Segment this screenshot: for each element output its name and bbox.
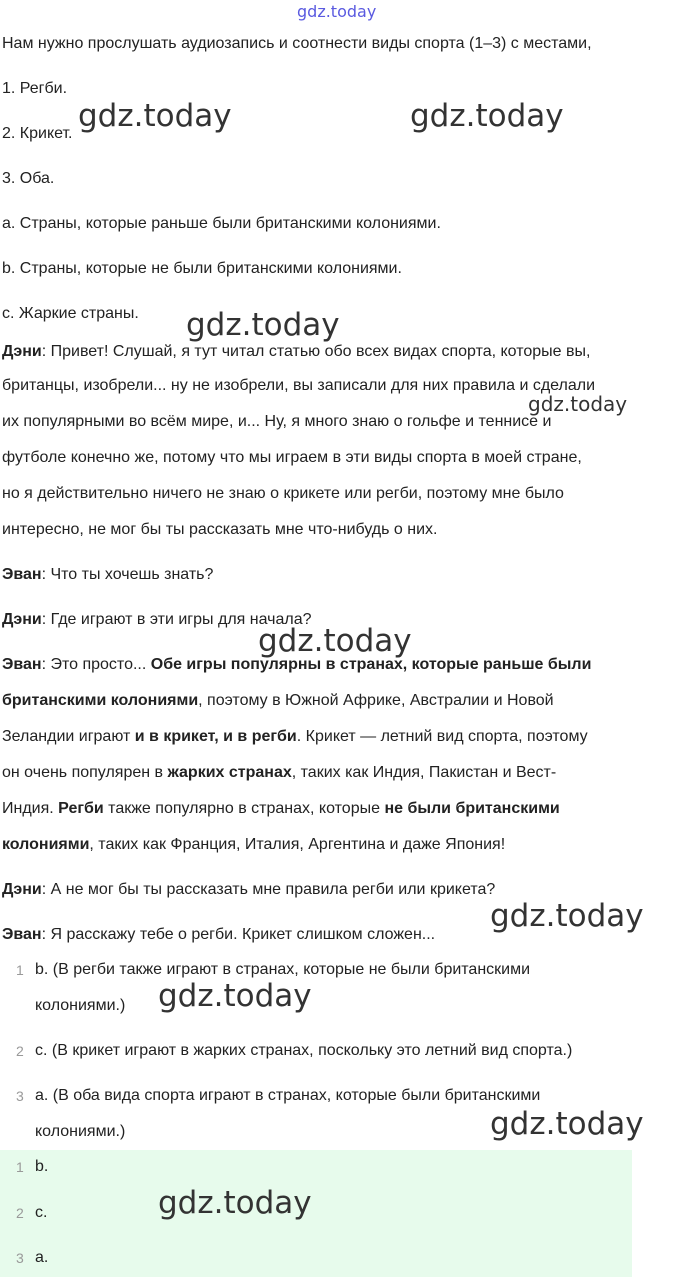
task-item: 2. Крикет. (2, 125, 73, 142)
list-number: 1 (16, 962, 24, 978)
speaker-dani: Дэни (2, 343, 42, 360)
task-item: 3. Оба. (2, 170, 55, 187)
list-number: 3 (16, 1088, 24, 1104)
watermark: gdz.today (158, 978, 312, 1014)
watermark: gdz.today (490, 1106, 644, 1142)
speaker-evan: Эван (2, 926, 42, 943)
dialogue-line: британцы, изобрели... ну не изобрели, вы записали для них правила и сделали (2, 377, 596, 394)
answer-number: 1 (16, 1159, 24, 1175)
dialogue-line: колониями, таких как Франция, Италия, Аргентина и даже Япония! (2, 836, 506, 853)
answer-number: 3 (16, 1250, 24, 1266)
task-intro: Нам нужно прослушать аудиозапись и соотнести виды спорта (1–3) с местами, (2, 35, 592, 52)
answer-block (0, 1150, 632, 1277)
watermark: gdz.today (258, 623, 412, 659)
explanation-line: колониями.) (35, 1123, 126, 1140)
dialogue-line: Зеландии играют и в крикет, и в регби. Крикет — летний вид спорта, поэтому (2, 728, 588, 745)
answer-value: b. (35, 1158, 49, 1175)
dialogue-line: Эван: Это просто... Обе игры популярны в странах, которые раньше были (2, 656, 592, 673)
watermark: gdz.today (158, 1185, 312, 1221)
watermark: gdz.today (410, 98, 564, 134)
dialogue-line: интересно, не мог бы ты рассказать мне что-нибудь о них. (2, 521, 438, 538)
speaker-evan: Эван (2, 656, 42, 673)
task-option: b. Страны, которые не были британскими колониями. (2, 260, 402, 277)
dialogue-line: Дэни: Где играют в эти игры для начала? (2, 611, 312, 628)
dialogue-line: их популярными во всём мире, и... Ну, я много знаю о гольфе и теннисе и (2, 413, 552, 430)
dialogue-line: британскими колониями, поэтому в Южной Африке, Австралии и Новой (2, 692, 554, 709)
explanation-line: a. (В оба вида спорта играют в странах, которые были британскими (35, 1087, 541, 1104)
dialogue-line: Эван: Что ты хочешь знать? (2, 566, 214, 583)
dialogue-line: Дэни: Привет! Слушай, я тут читал статью обо всех видах спорта, которые вы, (2, 343, 591, 360)
answer-value: c. (35, 1204, 48, 1221)
task-option: c. Жаркие страны. (2, 305, 139, 322)
watermark: gdz.today (528, 392, 628, 416)
answer-value: a. (35, 1249, 49, 1266)
watermark-top: gdz.today (297, 2, 377, 21)
watermark: gdz.today (186, 307, 340, 343)
speaker-dani: Дэни (2, 611, 42, 628)
dialogue-line: футболе конечно же, потому что мы играем в эти виды спорта в моей стране, (2, 449, 582, 466)
task-item: 1. Регби. (2, 80, 68, 97)
dialogue-line: Эван: Я расскажу тебе о регби. Крикет слишком сложен... (2, 926, 436, 943)
watermark: gdz.today (490, 898, 644, 934)
dialogue-line: Индия. Регби также популярно в странах, которые не были британскими (2, 800, 560, 817)
dialogue-line: он очень популярен в жарких странах, таких как Индия, Пакистан и Вест- (2, 764, 557, 781)
dialogue-line: Дэни: А не мог бы ты рассказать мне правила регби или крикета? (2, 881, 496, 898)
task-option: a. Страны, которые раньше были британскими колониями. (2, 215, 441, 232)
explanation-line: b. (В регби также играют в странах, которые не были британскими (35, 961, 531, 978)
explanation-line: c. (В крикет играют в жарких странах, поскольку это летний вид спорта.) (35, 1042, 573, 1059)
explanation-line: колониями.) (35, 997, 126, 1014)
dialogue-line: но я действительно ничего не знаю о крикете или регби, поэтому мне было (2, 485, 564, 502)
speaker-evan: Эван (2, 566, 42, 583)
speaker-dani: Дэни (2, 881, 42, 898)
answer-number: 2 (16, 1205, 24, 1221)
watermark: gdz.today (78, 98, 232, 134)
list-number: 2 (16, 1043, 24, 1059)
